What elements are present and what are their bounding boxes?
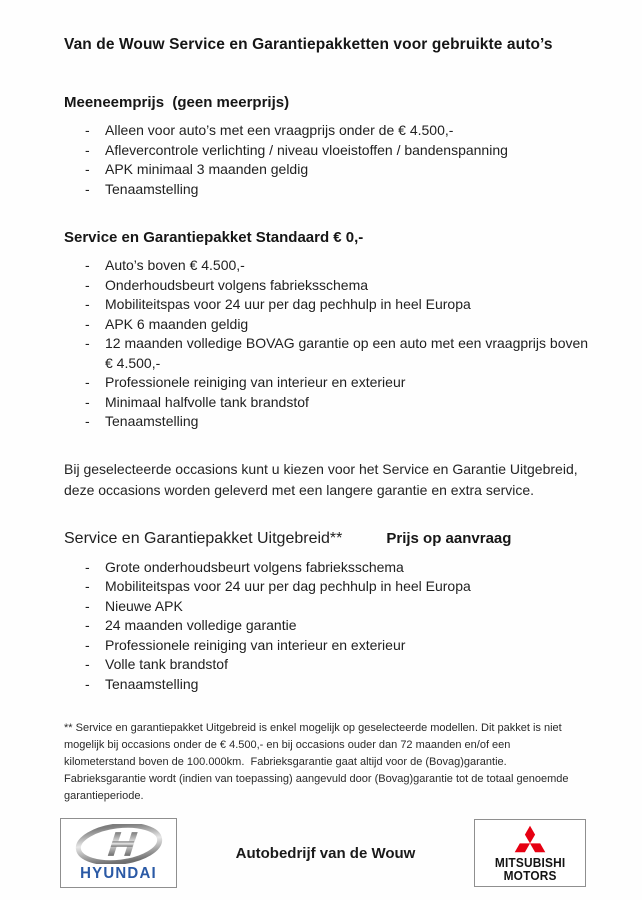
- list-item-text: APK minimaal 3 maanden geldig: [105, 161, 309, 177]
- bullet-dash: -: [85, 257, 90, 273]
- section-uitgebreid-heading: Service en Garantiepakket Uitgebreid**: [64, 529, 343, 547]
- list-item-text: Mobiliteitspas voor 24 uur per dag pechhulp in heel Europa: [105, 296, 471, 312]
- list-item: [85, 180, 590, 200]
- list-item: [85, 160, 590, 180]
- list-item-text: Auto’s boven € 4.500,-: [105, 257, 245, 273]
- bullet-dash: -: [85, 180, 90, 197]
- section-uitgebreid: [64, 530, 586, 695]
- list-item: [85, 315, 590, 335]
- footnote-text: ** Service en garantiepakket Uitgebreid is enkel mogelijk op geselecteerde modellen. Dit pakket is niet mogelijk bij occasions onder de € 4.500,- en bij occasions ouder dan 72 maanden en/of een kilometerstand boven de 100.000km. Fabrieksgarantie gaat altijd voor de (Bovag)garantie. Fabrieksgarantie wordt (indien van toepassing) aangevuld door (Bovag)garantie tot de totaal genoemde garantieperiode.: [64, 722, 572, 802]
- list-item-text: 24 maanden volledige garantie: [105, 617, 297, 633]
- bullet-dash: -: [85, 656, 90, 672]
- spacer: [64, 199, 586, 229]
- list-item: [85, 577, 590, 597]
- list-item: [85, 675, 590, 695]
- list-item-text: APK 6 maanden geldig: [105, 315, 249, 332]
- bullet-dash: -: [85, 141, 90, 158]
- list-item: [85, 616, 590, 636]
- list-item-text: Volle tank brandstof: [105, 656, 228, 672]
- price-on-request-label: Prijs op aanvraag: [386, 529, 512, 547]
- list-item-text: Tenaamstelling: [105, 413, 199, 429]
- mitsubishi-wordmark-line1: MITSUBISHI: [494, 855, 566, 870]
- list-item: [85, 558, 590, 578]
- list-item: [85, 412, 590, 432]
- hyundai-logo-icon: [73, 824, 165, 864]
- dealer-name: Autobedrijf van de Wouw: [235, 844, 416, 862]
- list-item-text: Nieuwe APK: [105, 597, 183, 614]
- list-item-text: Alleen voor auto’s met een vraagprijs onder de € 4.500,-: [105, 122, 454, 138]
- list-item: [85, 334, 590, 373]
- bullet-dash: -: [85, 276, 90, 293]
- list-item: [85, 636, 590, 656]
- section-standaard: [64, 229, 589, 432]
- uitgebreid-heading-row: [64, 530, 586, 548]
- bullet-dash: -: [85, 296, 90, 312]
- list-item-text: Minimaal halfvolle tank brandstof: [105, 393, 309, 410]
- footer-logo-row: [60, 818, 586, 888]
- bullet-dash: -: [85, 335, 90, 351]
- standaard-list: [64, 256, 590, 432]
- list-item-text: Grote onderhoudsbeurt volgens fabrieksschema: [105, 558, 404, 575]
- section-meeneemprijs-heading: Meeneemprijs (geen meerprijs): [64, 94, 290, 111]
- bullet-dash: -: [85, 617, 90, 633]
- list-item: [85, 373, 590, 393]
- bullet-dash: -: [85, 315, 90, 332]
- list-item: [85, 393, 590, 413]
- mitsubishi-logo-box: [474, 819, 586, 887]
- list-item-text: Professionele reiniging van interieur en exterieur: [105, 636, 406, 653]
- bullet-dash: -: [85, 393, 90, 410]
- list-item: [85, 295, 590, 315]
- list-item-text: Tenaamstelling: [105, 180, 199, 197]
- list-item-text: Mobiliteitspas voor 24 uur per dag pechhulp in heel Europa: [105, 578, 471, 594]
- list-item-text: Tenaamstelling: [105, 675, 199, 692]
- uitgebreid-intro-paragraph: Bij geselecteerde occasions kunt u kiezen voor het Service en Garantie Uitgebreid, deze occasions worden geleverd met een langere garantie en extra service.: [64, 460, 578, 498]
- bullet-dash: -: [85, 413, 90, 429]
- hyundai-logo-box: [60, 818, 177, 888]
- bullet-dash: -: [85, 122, 90, 138]
- list-item-text: 12 maanden volledige BOVAG garantie op een auto met een vraagprijs boven € 4.500,-: [105, 335, 589, 371]
- bullet-dash: -: [85, 161, 90, 177]
- bullet-dash: -: [85, 675, 90, 692]
- list-item: [85, 276, 590, 296]
- bullet-dash: -: [85, 374, 90, 390]
- bullet-dash: -: [85, 558, 90, 575]
- mitsubishi-wordmark-line2: MOTORS: [503, 868, 557, 883]
- list-item-text: Onderhoudsbeurt volgens fabrieksschema: [105, 276, 369, 293]
- hyundai-wordmark: HYUNDAI: [80, 864, 157, 883]
- list-item: [85, 597, 590, 617]
- list-item: [85, 655, 590, 675]
- list-item-text: Professionele reiniging van interieur en exterieur: [105, 374, 406, 390]
- section-standaard-heading: Service en Garantiepakket Standaard € 0,-: [64, 229, 364, 246]
- bullet-dash: -: [85, 597, 90, 614]
- list-item: [85, 256, 590, 276]
- section-meeneemprijs: [64, 94, 586, 199]
- meeneemprijs-list: [64, 121, 590, 199]
- bullet-dash: -: [85, 578, 90, 594]
- list-item: [85, 141, 590, 161]
- uitgebreid-list: [64, 558, 590, 695]
- list-item: [85, 121, 590, 141]
- list-item-text: Aflevercontrole verlichting / niveau vloeistoffen / bandenspanning: [105, 141, 508, 158]
- bullet-dash: -: [85, 636, 90, 653]
- mitsubishi-wordmark: [495, 857, 566, 883]
- page-title: Van de Wouw Service en Garantiepakketten voor gebruikte auto’s: [64, 36, 553, 53]
- mitsubishi-diamonds-icon: [513, 824, 547, 854]
